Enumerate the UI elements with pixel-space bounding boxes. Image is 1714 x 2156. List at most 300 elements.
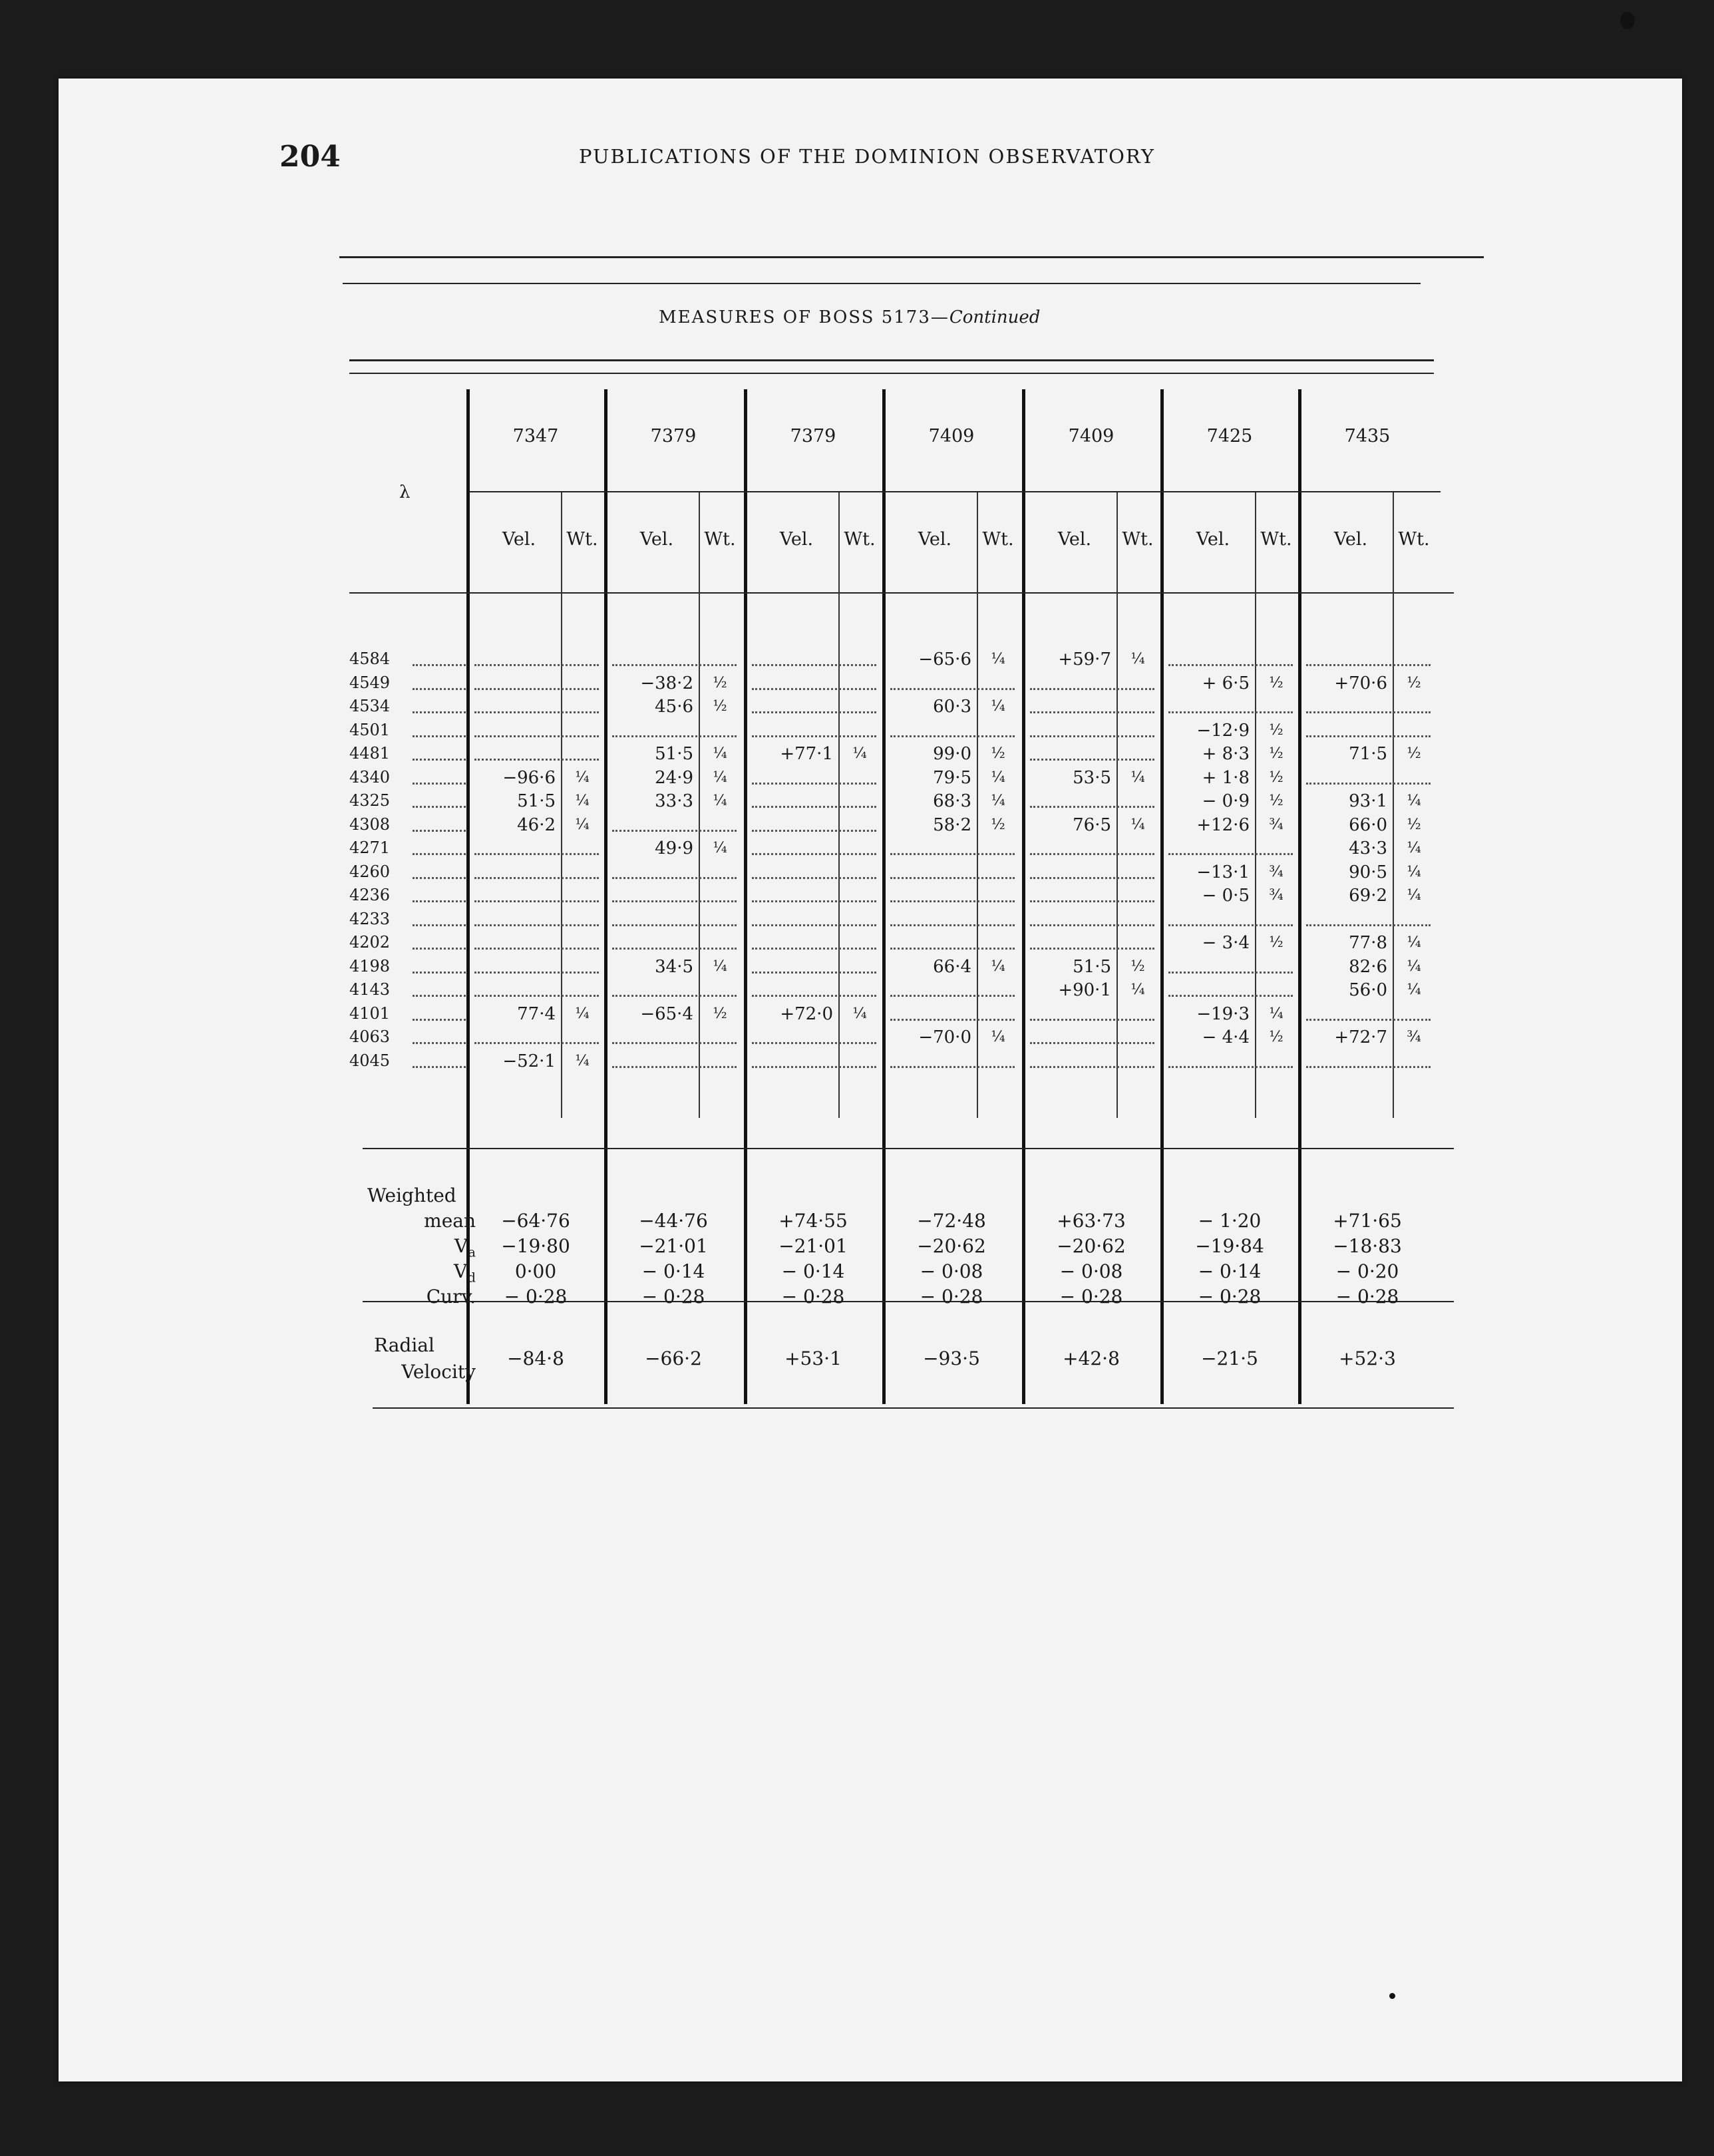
weight-value: ½	[1407, 674, 1421, 691]
weight-value: ¼	[575, 1052, 590, 1069]
empty-cell-leader	[1306, 664, 1431, 666]
velocity-value: −96·6	[502, 767, 556, 788]
velocity-value: +12·6	[1196, 814, 1250, 835]
empty-cell-leader	[1168, 664, 1293, 666]
vel-wt-divider	[1116, 492, 1118, 1118]
velocity-value: 90·5	[1349, 862, 1387, 882]
velocity-value: +72·7	[1334, 1027, 1387, 1047]
curv-value: − 0·28	[1335, 1286, 1399, 1308]
empty-cell-leader	[612, 664, 737, 666]
velocity-value: − 3·4	[1202, 933, 1250, 953]
empty-cell-leader	[890, 877, 1015, 879]
weight-value: ¾	[1269, 816, 1284, 833]
weight-value: ½	[1269, 745, 1284, 762]
weight-value: ¼	[713, 793, 727, 809]
wt-column-header: Wt.	[1398, 529, 1430, 550]
empty-cell-leader	[474, 972, 599, 974]
velocity-value: +72·0	[780, 1003, 833, 1024]
va-value: −19·80	[501, 1235, 570, 1257]
empty-cell-leader	[890, 924, 1015, 926]
empty-cell-leader	[1030, 853, 1154, 855]
wt-column-header: Wt.	[566, 529, 598, 550]
plate-number-header: 7347	[512, 426, 559, 447]
vel-wt-divider	[1255, 492, 1256, 1118]
table-top-rule	[349, 359, 1434, 361]
velocity-value: 60·3	[933, 697, 971, 717]
empty-cell-leader	[890, 900, 1015, 902]
wavelength-leader	[413, 900, 466, 902]
page-number: 204	[279, 140, 341, 174]
wavelength-label: 4325	[349, 791, 391, 810]
scan-speck	[1389, 1993, 1395, 1999]
wavelength-label: 4143	[349, 980, 391, 999]
curv-value: − 0·28	[1198, 1286, 1262, 1308]
weight-value: ½	[991, 745, 1005, 762]
radial-velocity-value: −66·2	[645, 1348, 702, 1369]
wavelength-leader	[413, 995, 466, 997]
empty-cell-leader	[752, 948, 876, 950]
weight-value: ¼	[1407, 982, 1421, 998]
weight-value: ¼	[991, 698, 1005, 715]
wavelength-label: 4481	[349, 744, 391, 763]
empty-cell-leader	[474, 948, 599, 950]
weight-value: ¼	[1407, 840, 1421, 856]
summary-top-rule	[363, 1148, 1454, 1149]
velocity-value: 58·2	[933, 814, 971, 835]
velocity-value: 45·6	[655, 697, 693, 717]
empty-cell-leader	[890, 735, 1015, 737]
wavelength-label: 4101	[349, 1003, 391, 1023]
empty-cell-leader	[1168, 1066, 1293, 1068]
vel-column-header: Vel.	[1333, 529, 1368, 550]
radial-velocity-value: +42·8	[1063, 1348, 1120, 1369]
velocity-value: 99·0	[933, 744, 971, 764]
empty-cell-leader	[890, 688, 1015, 690]
empty-cell-leader	[752, 1066, 876, 1068]
va-value: −20·62	[1057, 1235, 1126, 1257]
vel-wt-divider	[977, 492, 978, 1118]
va-value: −21·01	[778, 1235, 848, 1257]
empty-cell-leader	[612, 1042, 737, 1044]
velocity-value: 51·5	[655, 744, 693, 764]
empty-cell-leader	[890, 948, 1015, 950]
empty-cell-leader	[474, 711, 599, 713]
velocity-label: Velocity	[401, 1361, 476, 1383]
va-label-sub: a	[468, 1244, 476, 1260]
velocity-value: +90·1	[1058, 980, 1111, 1000]
velocity-value: −38·2	[640, 673, 693, 693]
lambda-header: λ	[399, 482, 411, 502]
radial-velocity-value: −21·5	[1201, 1348, 1258, 1369]
wavelength-leader	[413, 664, 466, 666]
wavelength-label: 4308	[349, 814, 391, 834]
weight-value: ¼	[713, 769, 727, 786]
empty-cell-leader	[612, 830, 737, 832]
velocity-value: +77·1	[780, 744, 833, 764]
vd-label-main: V	[453, 1260, 468, 1282]
vel-wt-divider	[1393, 492, 1394, 1118]
velocity-value: 24·9	[655, 767, 693, 788]
vd-label	[346, 1260, 476, 1286]
empty-cell-leader	[612, 948, 737, 950]
weight-value: ½	[713, 674, 727, 691]
radial-velocity-value: +52·3	[1339, 1348, 1396, 1369]
wt-column-header: Wt.	[704, 529, 736, 550]
weight-value: ¼	[1407, 793, 1421, 809]
velocity-value: 34·5	[655, 956, 693, 977]
vd-value: − 0·08	[920, 1260, 983, 1282]
empty-cell-leader	[752, 995, 876, 997]
empty-cell-leader	[1306, 735, 1431, 737]
wavelength-leader	[413, 688, 466, 690]
weight-value: ¼	[1130, 769, 1145, 786]
velocity-value: + 6·5	[1202, 673, 1250, 693]
empty-cell-leader	[1030, 924, 1154, 926]
vel-column-header: Vel.	[1057, 529, 1092, 550]
wavelength-leader	[413, 783, 466, 785]
va-label-main: V	[454, 1235, 468, 1257]
wavelength-leader	[413, 948, 466, 950]
weight-value: ½	[1407, 816, 1421, 833]
empty-cell-leader	[612, 995, 737, 997]
empty-cell-leader	[752, 877, 876, 879]
table-title: MEASURES OF BOSS 5173—Continued	[659, 307, 1041, 327]
velocity-value: 93·1	[1349, 791, 1387, 811]
weight-value: ½	[1269, 721, 1284, 739]
weight-value: ¼	[575, 816, 590, 833]
empty-cell-leader	[1306, 783, 1431, 785]
velocity-value: 71·5	[1349, 744, 1387, 764]
empty-cell-leader	[612, 924, 737, 926]
curv-label: Curv.	[426, 1286, 476, 1308]
vel-column-header: Vel.	[502, 529, 536, 550]
wavelength-label: 4233	[349, 909, 391, 928]
va-value: −21·01	[639, 1235, 708, 1257]
plate-number-header: 7409	[1068, 426, 1114, 447]
velocity-value: −52·1	[502, 1051, 556, 1071]
empty-cell-leader	[1168, 995, 1293, 997]
empty-cell-leader	[474, 900, 599, 902]
velocity-value: −65·6	[918, 649, 971, 669]
wavelength-label: 4202	[349, 933, 391, 952]
weight-value: ½	[1269, 674, 1284, 691]
subheader-rule	[349, 592, 1454, 594]
vel-column-header: Vel.	[1196, 529, 1230, 550]
empty-cell-leader	[1306, 1019, 1431, 1021]
velocity-value: 69·2	[1349, 886, 1387, 906]
velocity-value: 33·3	[655, 791, 693, 811]
weight-value: ½	[713, 698, 727, 715]
velocity-value: 82·6	[1349, 956, 1387, 977]
velocity-value: −13·1	[1196, 862, 1250, 882]
va-value: −18·83	[1333, 1235, 1402, 1257]
empty-cell-leader	[752, 711, 876, 713]
velocity-value: −65·4	[640, 1003, 693, 1024]
empty-cell-leader	[1030, 759, 1154, 761]
weighted-mean-value: −44·76	[639, 1210, 708, 1232]
table-title-main: MEASURES OF BOSS 5173	[659, 307, 931, 327]
va-value: −20·62	[917, 1235, 986, 1257]
velocity-value: −70·0	[918, 1027, 971, 1047]
curv-value: − 0·28	[1059, 1286, 1123, 1308]
weight-value: ¼	[991, 1029, 1005, 1045]
vd-value: 0·00	[514, 1260, 557, 1282]
table-top-rule-2	[349, 373, 1434, 374]
weight-value: ¼	[1130, 816, 1145, 833]
velocity-value: 68·3	[933, 791, 971, 811]
wavelength-label: 4198	[349, 956, 391, 976]
empty-cell-leader	[1030, 711, 1154, 713]
weight-value: ¼	[1407, 863, 1421, 880]
empty-cell-leader	[474, 664, 599, 666]
table-title-continued: Continued	[949, 307, 1041, 327]
wavelength-leader	[413, 830, 466, 832]
empty-cell-leader	[1030, 948, 1154, 950]
weighted-mean-value: +74·55	[778, 1210, 848, 1232]
weight-value: ½	[1130, 958, 1145, 975]
weight-value: ¼	[1407, 887, 1421, 904]
empty-cell-leader	[1030, 877, 1154, 879]
velocity-value: + 8·3	[1202, 744, 1250, 764]
wavelength-leader	[413, 853, 466, 855]
empty-cell-leader	[1306, 711, 1431, 713]
velocity-value: +70·6	[1334, 673, 1387, 693]
vd-value: − 0·14	[641, 1260, 705, 1282]
scan-speck	[1620, 12, 1635, 29]
empty-cell-leader	[752, 853, 876, 855]
wavelength-leader	[413, 877, 466, 879]
wavelength-leader	[413, 711, 466, 713]
va-value: −19·84	[1195, 1235, 1264, 1257]
empty-cell-leader	[752, 664, 876, 666]
wavelength-label: 4236	[349, 886, 391, 904]
radial-velocity-value: −84·8	[507, 1348, 564, 1369]
velocity-value: 43·3	[1349, 838, 1387, 858]
velocity-value: − 4·4	[1202, 1027, 1250, 1047]
plate-number-header: 7379	[650, 426, 697, 447]
weight-value: ½	[1269, 793, 1284, 809]
header-rule	[339, 256, 1484, 258]
empty-cell-leader	[474, 1042, 599, 1044]
empty-cell-leader	[890, 1019, 1015, 1021]
wavelength-leader	[413, 1042, 466, 1044]
header-rule-thin	[343, 283, 1421, 284]
weight-value: ¼	[1130, 982, 1145, 998]
wt-column-header: Wt.	[1122, 529, 1154, 550]
wavelength-leader	[413, 759, 466, 761]
empty-cell-leader	[752, 900, 876, 902]
weight-value: ¾	[1269, 863, 1284, 880]
radial-velocity-value: −93·5	[923, 1348, 980, 1369]
weight-value: ½	[991, 816, 1005, 833]
empty-cell-leader	[1030, 1066, 1154, 1068]
weight-value: ½	[1269, 934, 1284, 951]
weighted-mean-value: +71·65	[1333, 1210, 1402, 1232]
weighted-label: Weighted	[367, 1184, 456, 1206]
weight-value: ¼	[991, 958, 1005, 975]
empty-cell-leader	[1030, 688, 1154, 690]
empty-cell-leader	[1030, 735, 1154, 737]
empty-cell-leader	[474, 924, 599, 926]
velocity-value: 46·2	[517, 814, 556, 835]
weight-value: ¼	[1269, 1005, 1284, 1022]
weight-value: ¾	[1269, 887, 1284, 904]
velocity-value: − 0·9	[1202, 791, 1250, 811]
empty-cell-leader	[752, 783, 876, 785]
book-page	[59, 79, 1682, 2081]
weight-value: ¼	[713, 958, 727, 975]
empty-cell-leader	[612, 735, 737, 737]
velocity-value: +59·7	[1058, 649, 1111, 669]
plate-number-header: 7435	[1344, 426, 1391, 447]
empty-cell-leader	[1168, 972, 1293, 974]
empty-cell-leader	[752, 735, 876, 737]
weight-value: ¼	[991, 651, 1005, 667]
weight-value: ¼	[852, 745, 867, 762]
empty-cell-leader	[1168, 924, 1293, 926]
wavelength-label: 4271	[349, 838, 391, 857]
radial-label: Radial	[374, 1334, 434, 1356]
weighted-mean-value: −64·76	[501, 1210, 570, 1232]
velocity-value: 49·9	[655, 838, 693, 858]
table-bottom-rule	[373, 1407, 1454, 1409]
curv-value: − 0·28	[781, 1286, 845, 1308]
wavelength-label: 4584	[349, 649, 391, 668]
empty-cell-leader	[1306, 1066, 1431, 1068]
empty-cell-leader	[612, 877, 737, 879]
velocity-value: 56·0	[1349, 980, 1387, 1000]
vel-wt-divider	[699, 492, 700, 1118]
plate-number-header: 7379	[790, 426, 836, 447]
vel-column-header: Vel.	[779, 529, 814, 550]
empty-cell-leader	[474, 877, 599, 879]
va-label	[346, 1235, 476, 1260]
vd-value: − 0·20	[1335, 1260, 1399, 1282]
weight-value: ¼	[575, 1005, 590, 1022]
weight-value: ¼	[1407, 934, 1421, 951]
weight-value: ¼	[575, 793, 590, 809]
empty-cell-leader	[890, 853, 1015, 855]
wavelength-leader	[413, 735, 466, 737]
wavelength-leader	[413, 924, 466, 926]
wavelength-leader	[413, 1019, 466, 1021]
velocity-value: 77·4	[517, 1003, 556, 1024]
curv-value: − 0·28	[920, 1286, 983, 1308]
empty-cell-leader	[1030, 1019, 1154, 1021]
empty-cell-leader	[1030, 1042, 1154, 1044]
weight-value: ½	[1269, 769, 1284, 786]
velocity-value: 66·0	[1349, 814, 1387, 835]
velocity-value: 53·5	[1073, 767, 1111, 788]
empty-cell-leader	[890, 995, 1015, 997]
weight-value: ¼	[991, 769, 1005, 786]
empty-cell-leader	[1168, 853, 1293, 855]
empty-cell-leader	[752, 924, 876, 926]
empty-cell-leader	[474, 735, 599, 737]
running-head: PUBLICATIONS OF THE DOMINION OBSERVATORY	[579, 145, 1156, 168]
velocity-value: + 1·8	[1202, 767, 1250, 788]
vel-column-header: Vel.	[918, 529, 952, 550]
wt-column-header: Wt.	[982, 529, 1014, 550]
wavelength-label: 4549	[349, 673, 391, 692]
weighted-mean-value: −72·48	[917, 1210, 986, 1232]
weight-value: ¼	[1130, 651, 1145, 667]
wavelength-leader	[413, 972, 466, 974]
empty-cell-leader	[1168, 711, 1293, 713]
wavelength-label: 4534	[349, 697, 391, 715]
weight-value: ½	[1269, 1029, 1284, 1045]
weight-value: ¼	[713, 745, 727, 762]
empty-cell-leader	[474, 688, 599, 690]
wavelength-label: 4340	[349, 767, 391, 787]
velocity-value: 76·5	[1073, 814, 1111, 835]
vd-value: − 0·14	[1198, 1260, 1262, 1282]
weighted-mean-value: − 1·20	[1198, 1210, 1262, 1232]
weighted-mean-value: +63·73	[1057, 1210, 1126, 1232]
weight-value: ¼	[1407, 958, 1421, 975]
empty-cell-leader	[474, 853, 599, 855]
wavelength-label: 4260	[349, 862, 391, 881]
empty-cell-leader	[752, 830, 876, 832]
vel-wt-divider	[561, 492, 562, 1118]
empty-cell-leader	[752, 806, 876, 808]
empty-cell-leader	[890, 1066, 1015, 1068]
weight-value: ¼	[575, 769, 590, 786]
velocity-value: 77·8	[1349, 933, 1387, 953]
vd-label-sub: d	[467, 1269, 476, 1286]
weight-value: ¾	[1407, 1029, 1421, 1045]
empty-cell-leader	[752, 1042, 876, 1044]
empty-cell-leader	[752, 972, 876, 974]
vel-wt-divider	[838, 492, 840, 1118]
velocity-value: 51·5	[1073, 956, 1111, 977]
plate-number-header: 7409	[928, 426, 975, 447]
wavelength-leader	[413, 806, 466, 808]
plate-header-rule	[469, 491, 1441, 492]
velocity-value: −12·9	[1196, 720, 1250, 741]
mean-label: mean	[424, 1210, 476, 1232]
empty-cell-leader	[1030, 806, 1154, 808]
wavelength-label: 4045	[349, 1051, 391, 1070]
wt-column-header: Wt.	[844, 529, 876, 550]
empty-cell-leader	[474, 995, 599, 997]
weight-value: ½	[713, 1005, 727, 1022]
velocity-value: −19·3	[1196, 1003, 1250, 1024]
curv-value: − 0·28	[504, 1286, 568, 1308]
weight-value: ¼	[852, 1005, 867, 1022]
radial-velocity-value: +53·1	[784, 1348, 842, 1369]
velocity-value: 51·5	[517, 791, 556, 811]
empty-cell-leader	[1030, 900, 1154, 902]
weight-value: ¼	[991, 793, 1005, 809]
wavelength-label: 4501	[349, 720, 391, 739]
velocity-value: − 0·5	[1202, 886, 1250, 906]
wavelength-label: 4063	[349, 1027, 391, 1046]
empty-cell-leader	[474, 759, 599, 761]
weight-value: ¼	[713, 840, 727, 856]
plate-number-header: 7425	[1206, 426, 1253, 447]
velocity-value: 66·4	[933, 956, 971, 977]
empty-cell-leader	[1306, 924, 1431, 926]
empty-cell-leader	[612, 900, 737, 902]
empty-cell-leader	[612, 1066, 737, 1068]
velocity-value: 79·5	[933, 767, 971, 788]
vd-value: − 0·14	[781, 1260, 845, 1282]
weight-value: ½	[1407, 745, 1421, 762]
empty-cell-leader	[752, 688, 876, 690]
vel-column-header: Vel.	[639, 529, 674, 550]
vd-value: − 0·08	[1059, 1260, 1123, 1282]
